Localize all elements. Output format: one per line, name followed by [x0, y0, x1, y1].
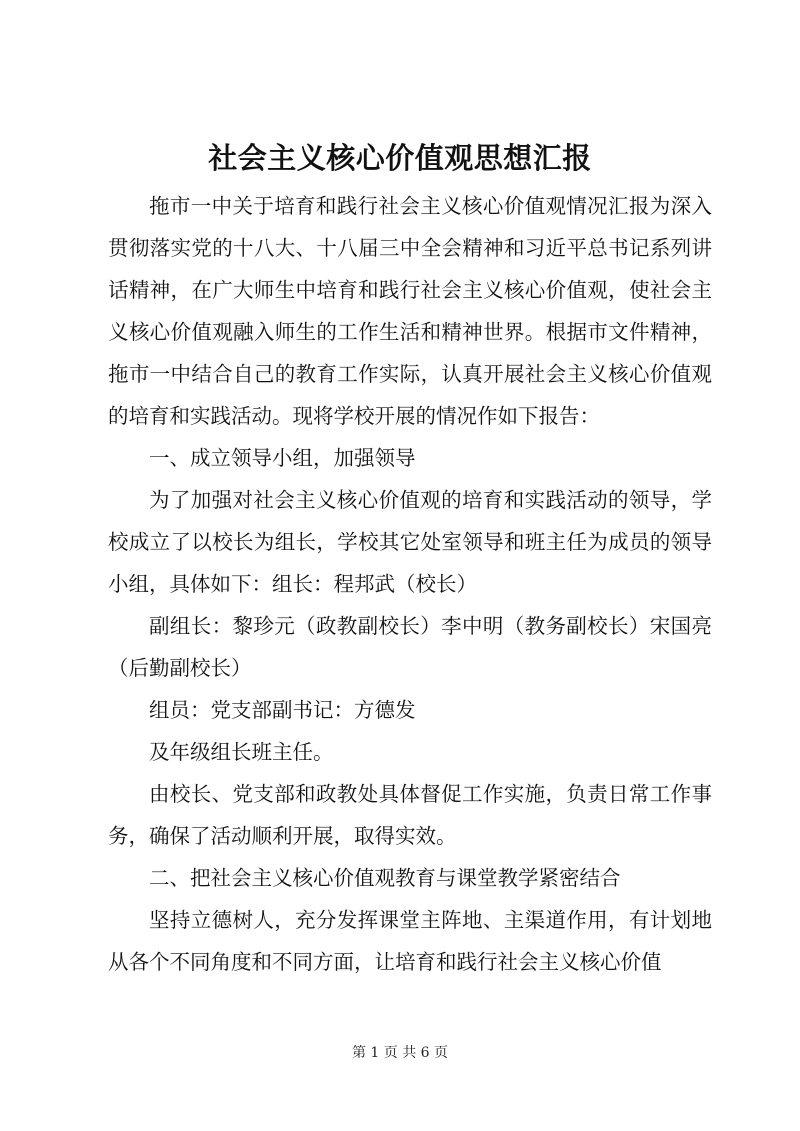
paragraph-members-cont: 及年级组长班主任。 — [149, 740, 334, 764]
paragraph-supervision: 由校长、党支部和政教处具体督促工作实施，负责日常工作事务，确保了活动顺利开展，取得实效。 — [108, 782, 712, 848]
document-body — [108, 185, 712, 983]
page-footer: 第 1 页 共 6 页 — [351, 1045, 449, 1061]
paragraph-classroom: 坚持立德树人，充分发挥课堂主阵地、主渠道作用，有计划地从各个不同角度和不同方面，让培育和践行社会主义核心价值 — [108, 908, 712, 974]
page-title: 社会主义核心价值观思想汇报 — [208, 141, 592, 175]
paragraph-intro: 拖市一中关于培育和践行社会主义核心价值观情况汇报为深入贯彻落实党的十八大、十八届三中全会精神和习近平总书记系列讲话精神，在广大师生中培育和践行社会主义核心价值观，使社会主义核心价值观融入师生的工作生活和精神世界。根据市文件精神，拖市一中结合自己的教育工作实际，认真开展社会主义核心价值观的培育和实践活动。现将学校开展的情况作如下报告： — [108, 194, 712, 428]
section-heading-1: 一、成立领导小组，加强领导 — [149, 446, 416, 470]
paragraph-leadership: 为了加强对社会主义核心价值观的培育和实践活动的领导，学校成立了以校长为组长，学校其它处室领导和班主任为成员的领导小组，具体如下：组长：程邦武（校长） — [108, 488, 712, 596]
paragraph-members: 组员：党支部副书记：方德发 — [149, 698, 416, 722]
paragraph-deputy-leaders: 副组长：黎珍元（政教副校长）李中明（教务副校长）宋国亮（后勤副校长） — [108, 614, 712, 680]
section-heading-2: 二、把社会主义核心价值观教育与课堂教学紧密结合 — [149, 866, 621, 890]
